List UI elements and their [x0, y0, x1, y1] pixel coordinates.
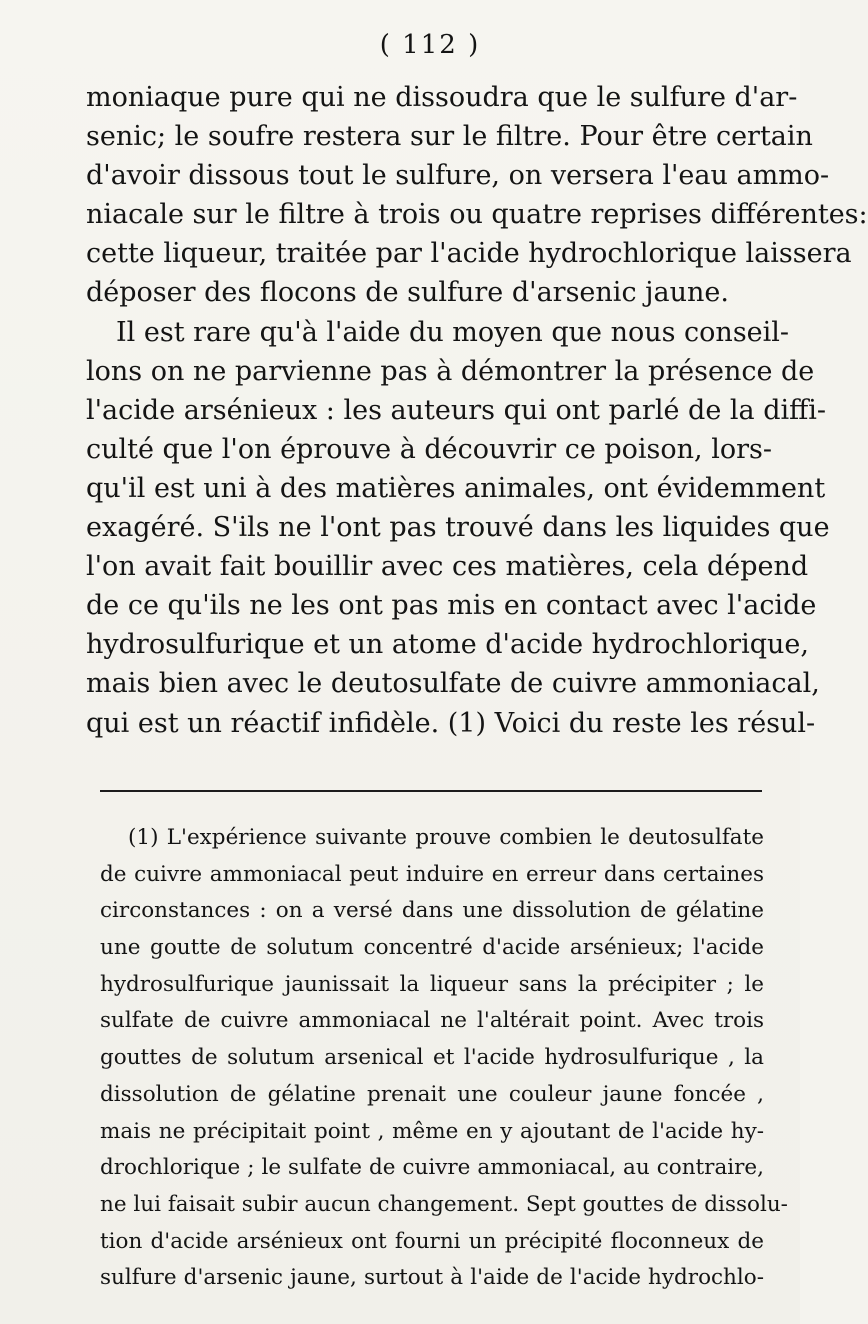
footnote-line: mais ne précipitait point , même en y ajoutant de l'acide hy-	[100, 1118, 764, 1144]
footnote-line: (1) L'expérience suivante prouve combien le deutosulfate	[128, 825, 764, 850]
footnote-line: sulfure d'arsenic jaune, surtout à l'aide de l'acide hydrochlo-	[100, 1265, 764, 1291]
text-line: senic; le soufre restera sur le filtre. Pour être certain	[86, 121, 813, 153]
footnote-divider	[100, 790, 762, 792]
footnote-line: gouttes de solutum arsenical et l'acide hydrosulfurique , la	[100, 1045, 764, 1071]
text-line: l'acide arsénieux : les auteurs qui ont parlé de la diffi-	[86, 394, 827, 426]
main-text	[86, 78, 868, 743]
footnote-line: sulfate de cuivre ammoniacal ne l'altérait point. Avec trois	[100, 1008, 764, 1034]
text-line: lons on ne parvienne pas à démontrer la présence de	[86, 355, 815, 387]
footnote-line: drochlorique ; le sulfate de cuivre ammoniacal, au contraire,	[100, 1155, 764, 1181]
text-line: qu'il est uni à des matières animales, ont évidemment	[86, 472, 826, 504]
footnote-line: ne lui faisait subir aucun changement. Sept gouttes de dissolu-	[100, 1191, 788, 1217]
text-line: mais bien avec le deutosulfate de cuivre ammoniacal,	[86, 668, 820, 700]
text-line: l'on avait fait bouillir avec ces matières, cela dépend	[86, 551, 809, 583]
text-line: qui est un réactif infidèle. (1) Voici du reste les résul-	[86, 707, 816, 739]
text-line: niacale sur le filtre à trois ou quatre reprises différentes:	[86, 199, 868, 231]
text-line: Il est rare qu'à l'aide du moyen que nous conseil-	[116, 316, 790, 348]
footnote-line: hydrosulfurique jaunissait la liqueur sans la précipiter ; le	[100, 971, 764, 997]
text-line: d'avoir dissous tout le sulfure, on versera l'eau ammo-	[86, 160, 830, 192]
footnote-line: une goutte de solutum concentré d'acide arsénieux; l'acide	[100, 935, 764, 961]
text-line: hydrosulfurique et un atome d'acide hydrochlorique,	[86, 629, 809, 661]
text-line: culté que l'on éprouve à découvrir ce poison, lors-	[86, 433, 772, 465]
text-line: de ce qu'ils ne les ont pas mis en contact avec l'acide	[86, 590, 817, 622]
text-line: moniaque pure qui ne dissoudra que le sulfure d'ar-	[86, 82, 798, 113]
text-line: déposer des flocons de sulfure d'arsenic jaune.	[86, 277, 729, 309]
footnote	[100, 820, 788, 1297]
footnote-line: de cuivre ammoniacal peut induire en erreur dans certaines	[100, 861, 764, 887]
text-line: cette liqueur, traitée par l'acide hydrochlorique laissera	[86, 238, 852, 270]
text-line: exagéré. S'ils ne l'ont pas trouvé dans les liquides que	[86, 512, 830, 544]
page-number: ( 112 )	[379, 30, 481, 60]
footnote-line: circonstances : on a versé dans une dissolution de gélatine	[100, 898, 764, 924]
footnote-line: tion d'acide arsénieux ont fourni un précipité floconneux de	[100, 1228, 764, 1254]
footnote-line: dissolution de gélatine prenait une couleur jaune foncée ,	[100, 1081, 764, 1107]
